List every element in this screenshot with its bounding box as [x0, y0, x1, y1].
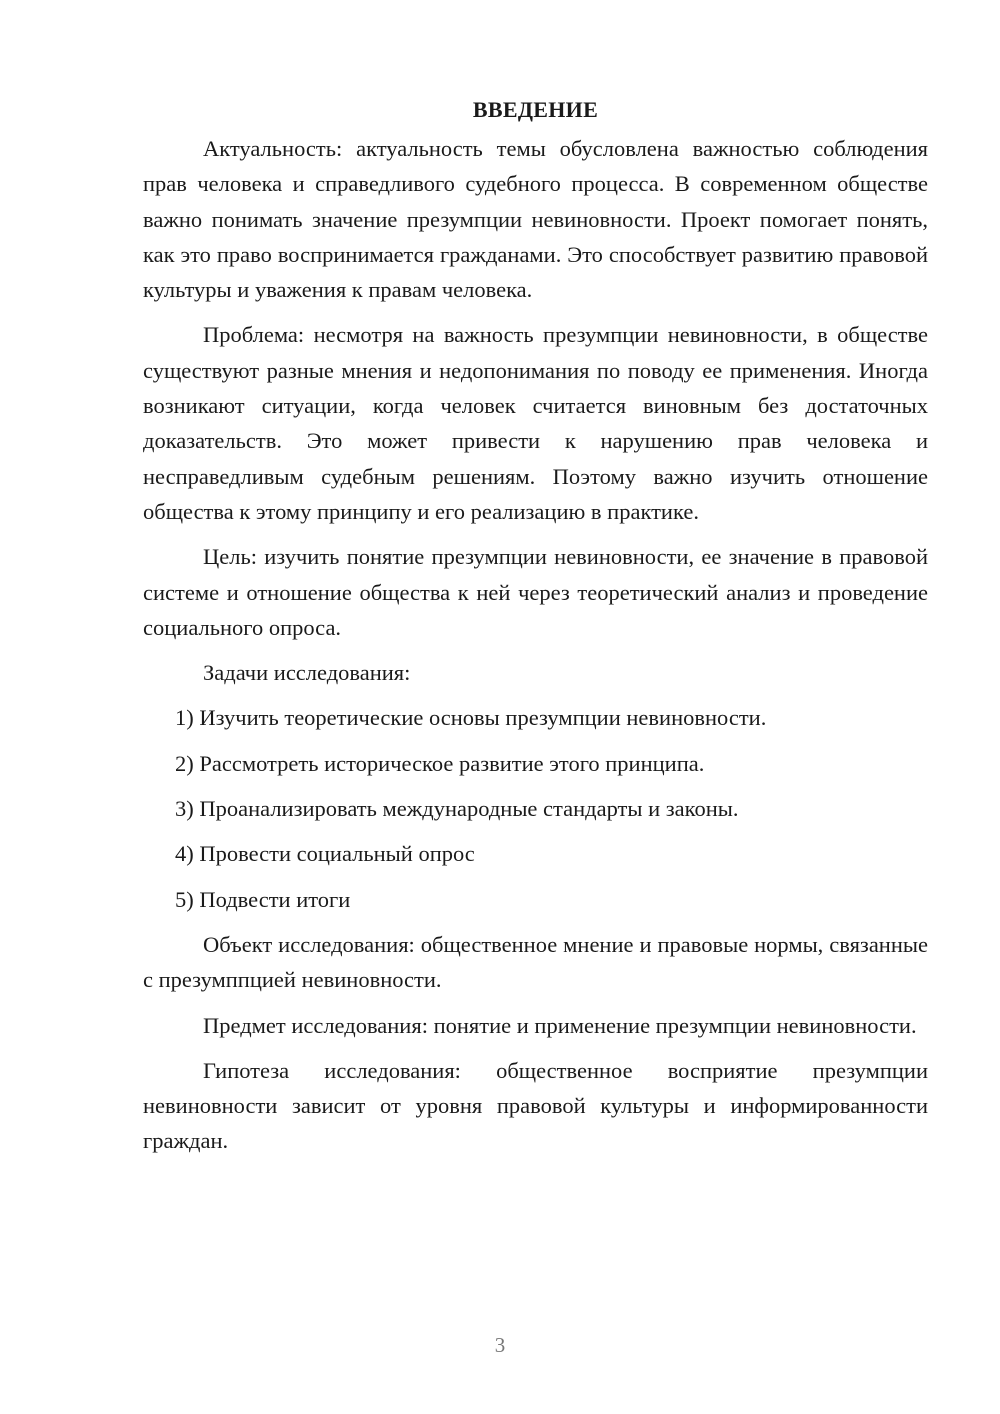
- tasks-heading: Задачи исследования:: [203, 660, 411, 686]
- task-item: 5) Подвести итоги: [175, 886, 351, 912]
- paragraph-hypothesis: Гипотеза исследования: общественное восприятие презумпции невиновности зависит от уровня правовой культуры и информированности граждан.: [143, 1057, 928, 1154]
- paragraph-problem: Проблема: несмотря на важность презумпции невиновности, в обществе существуют разные мнения и недопонимания по поводу ее применения. Иногда возникают ситуации, когда человек считается виновным без достаточных доказательств. Это может привести к нарушению прав человека и несправедливым судебным решениям. Поэтому важно изучить отношение общества к этому принципу и его реализацию в практике.: [143, 322, 928, 524]
- section-title: ВВЕДЕНИЕ: [472, 97, 599, 122]
- task-item: 3) Проанализировать международные стандарты и законы.: [175, 796, 739, 822]
- document-page: [143, 92, 928, 1169]
- paragraph-relevance: Актуальность: актуальность темы обусловлена важностью соблюдения прав человека и справедливого судебного процесса. В современном обществе важно понимать значение презумпции невиновности. Проект помогает понять, как это право воспринимается гражданами. Это способствует развитию правовой культуры и уважения к правам человека.: [143, 136, 928, 303]
- tasks-list: [143, 700, 928, 916]
- paragraph-object: Объект исследования: общественное мнение и правовые нормы, связанные с презумппцией невиновности.: [143, 931, 928, 993]
- task-item: 4) Провести социальный опрос: [175, 841, 475, 867]
- paragraph-subject: Предмет исследования: понятие и применение презумпции невиновности.: [203, 1012, 917, 1038]
- task-item: 1) Изучить теоретические основы презумпции невиновности.: [175, 705, 767, 731]
- page-number: 3: [494, 1333, 506, 1357]
- task-item: 2) Рассмотреть историческое развитие этого принципа.: [175, 750, 705, 776]
- paragraph-goal: Цель: изучить понятие презумпции невиновности, ее значение в правовой системе и отношение общества к ней через теоретический анализ и проведение социального опроса.: [143, 544, 928, 640]
